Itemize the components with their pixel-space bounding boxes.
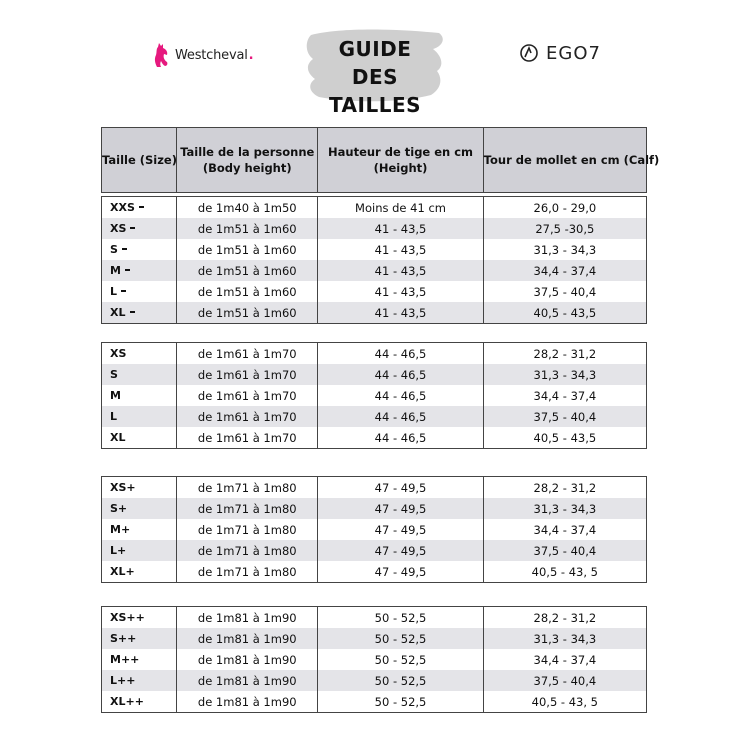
table-row bbox=[102, 197, 647, 219]
calf-cell: 40,5 - 43,5 bbox=[483, 302, 646, 324]
shaft-height-cell: Moins de 41 cm bbox=[318, 197, 483, 219]
calf-cell: 34,4 - 37,4 bbox=[483, 260, 646, 281]
body-height-cell: de 1m61 à 1m70 bbox=[177, 343, 318, 365]
size-cell: L bbox=[102, 406, 177, 427]
shaft-height-cell: 47 - 49,5 bbox=[318, 477, 483, 499]
body-height-cell: de 1m51 à 1m60 bbox=[177, 260, 318, 281]
size-cell: XL bbox=[102, 302, 177, 324]
minus-mark-icon bbox=[121, 290, 126, 292]
calf-cell: 27,5 -30,5 bbox=[483, 218, 646, 239]
size-cell: M bbox=[102, 260, 177, 281]
body-height-cell: de 1m61 à 1m70 bbox=[177, 385, 318, 406]
table-row bbox=[102, 628, 647, 649]
size-cell: L bbox=[102, 281, 177, 302]
size-cell: L+ bbox=[102, 540, 177, 561]
shaft-height-cell: 41 - 43,5 bbox=[318, 260, 483, 281]
shaft-height-cell: 47 - 49,5 bbox=[318, 561, 483, 583]
shaft-height-cell: 41 - 43,5 bbox=[318, 281, 483, 302]
body-height-cell: de 1m51 à 1m60 bbox=[177, 302, 318, 324]
minus-mark-icon bbox=[139, 206, 144, 208]
horse-logo-icon bbox=[150, 41, 174, 69]
body-height-cell: de 1m61 à 1m70 bbox=[177, 427, 318, 449]
body-height-cell: de 1m40 à 1m50 bbox=[177, 197, 318, 219]
table-row bbox=[102, 498, 647, 519]
size-cell: L++ bbox=[102, 670, 177, 691]
calf-cell: 28,2 - 31,2 bbox=[483, 343, 646, 365]
title-line-2: DES TAILLES bbox=[328, 65, 422, 117]
shaft-height-cell: 44 - 46,5 bbox=[318, 343, 483, 365]
body-height-cell: de 1m71 à 1m80 bbox=[177, 498, 318, 519]
calf-cell: 34,4 - 37,4 bbox=[483, 385, 646, 406]
size-group bbox=[101, 476, 647, 583]
body-height-cell: de 1m71 à 1m80 bbox=[177, 561, 318, 583]
body-height-cell: de 1m61 à 1m70 bbox=[177, 406, 318, 427]
body-height-cell: de 1m81 à 1m90 bbox=[177, 691, 318, 713]
table-row bbox=[102, 218, 647, 239]
page-title bbox=[305, 35, 445, 119]
size-group bbox=[101, 342, 647, 449]
body-height-cell: de 1m51 à 1m60 bbox=[177, 218, 318, 239]
calf-cell: 37,5 - 40,4 bbox=[483, 540, 646, 561]
body-height-cell: de 1m81 à 1m90 bbox=[177, 607, 318, 629]
westcheval-dot: . bbox=[248, 47, 254, 63]
table-row bbox=[102, 540, 647, 561]
shaft-height-cell: 50 - 52,5 bbox=[318, 649, 483, 670]
body-height-cell: de 1m51 à 1m60 bbox=[177, 239, 318, 260]
calf-cell: 28,2 - 31,2 bbox=[483, 607, 646, 629]
header-row bbox=[102, 128, 647, 193]
size-group bbox=[101, 606, 647, 713]
calf-cell: 40,5 - 43,5 bbox=[483, 427, 646, 449]
calf-cell: 34,4 - 37,4 bbox=[483, 649, 646, 670]
shaft-height-cell: 50 - 52,5 bbox=[318, 607, 483, 629]
table-row bbox=[102, 343, 647, 365]
calf-cell: 26,0 - 29,0 bbox=[483, 197, 646, 219]
westcheval-name: Westcheval bbox=[175, 47, 248, 63]
size-cell: M bbox=[102, 385, 177, 406]
shaft-height-cell: 47 - 49,5 bbox=[318, 540, 483, 561]
size-cell: XL+ bbox=[102, 561, 177, 583]
size-cell: XS bbox=[102, 218, 177, 239]
table-row bbox=[102, 477, 647, 499]
size-cell: XS bbox=[102, 343, 177, 365]
shaft-height-cell: 50 - 52,5 bbox=[318, 628, 483, 649]
minus-mark-icon bbox=[130, 227, 135, 229]
size-cell: S+ bbox=[102, 498, 177, 519]
table-row bbox=[102, 364, 647, 385]
body-height-cell: de 1m51 à 1m60 bbox=[177, 281, 318, 302]
table-row bbox=[102, 519, 647, 540]
calf-cell: 37,5 - 40,4 bbox=[483, 281, 646, 302]
shaft-height-cell: 41 - 43,5 bbox=[318, 218, 483, 239]
body-height-cell: de 1m61 à 1m70 bbox=[177, 364, 318, 385]
table-row bbox=[102, 670, 647, 691]
size-cell: M+ bbox=[102, 519, 177, 540]
minus-mark-icon bbox=[122, 248, 127, 250]
table-row bbox=[102, 302, 647, 324]
calf-cell: 31,3 - 34,3 bbox=[483, 364, 646, 385]
table-row bbox=[102, 649, 647, 670]
shaft-height-cell: 44 - 46,5 bbox=[318, 406, 483, 427]
size-cell: S bbox=[102, 239, 177, 260]
ego7-name: EGO7 bbox=[546, 42, 601, 64]
size-cell: XL++ bbox=[102, 691, 177, 713]
body-height-cell: de 1m71 à 1m80 bbox=[177, 477, 318, 499]
body-height-cell: de 1m81 à 1m90 bbox=[177, 649, 318, 670]
ego7-logo bbox=[518, 42, 601, 64]
header-size: Taille (Size) bbox=[102, 128, 177, 193]
header-shaft-height: Hauteur de tige en cm (Height) bbox=[318, 128, 483, 193]
body-height-cell: de 1m81 à 1m90 bbox=[177, 670, 318, 691]
size-table-header bbox=[101, 127, 660, 193]
table-row bbox=[102, 385, 647, 406]
table-row bbox=[102, 281, 647, 302]
shaft-height-cell: 44 - 46,5 bbox=[318, 427, 483, 449]
calf-cell: 37,5 - 40,4 bbox=[483, 670, 646, 691]
shaft-height-cell: 50 - 52,5 bbox=[318, 670, 483, 691]
size-cell: XL bbox=[102, 427, 177, 449]
size-cell: XS++ bbox=[102, 607, 177, 629]
shaft-height-cell: 50 - 52,5 bbox=[318, 691, 483, 713]
size-cell: S bbox=[102, 364, 177, 385]
ego7-circle-icon bbox=[518, 42, 540, 64]
body-height-cell: de 1m71 à 1m80 bbox=[177, 540, 318, 561]
size-cell: XS+ bbox=[102, 477, 177, 499]
calf-cell: 40,5 - 43, 5 bbox=[483, 691, 646, 713]
table-row bbox=[102, 607, 647, 629]
size-cell: XXS bbox=[102, 197, 177, 219]
body-height-cell: de 1m71 à 1m80 bbox=[177, 519, 318, 540]
calf-cell: 37,5 - 40,4 bbox=[483, 406, 646, 427]
calf-cell: 31,3 - 34,3 bbox=[483, 498, 646, 519]
minus-mark-icon bbox=[130, 311, 135, 313]
table-row bbox=[102, 239, 647, 260]
table-row bbox=[102, 561, 647, 583]
title-line-1: GUIDE bbox=[338, 37, 412, 61]
table-row bbox=[102, 406, 647, 427]
calf-cell: 31,3 - 34,3 bbox=[483, 628, 646, 649]
table-row bbox=[102, 427, 647, 449]
shaft-height-cell: 47 - 49,5 bbox=[318, 519, 483, 540]
calf-cell: 31,3 - 34,3 bbox=[483, 239, 646, 260]
calf-cell: 34,4 - 37,4 bbox=[483, 519, 646, 540]
body-height-cell: de 1m81 à 1m90 bbox=[177, 628, 318, 649]
calf-cell: 28,2 - 31,2 bbox=[483, 477, 646, 499]
header-body-height: Taille de la personne (Body height) bbox=[177, 128, 318, 193]
header-calf: Tour de mollet en cm (Calf) bbox=[483, 128, 646, 193]
table-row bbox=[102, 691, 647, 713]
shaft-height-cell: 41 - 43,5 bbox=[318, 239, 483, 260]
minus-mark-icon bbox=[125, 269, 130, 271]
size-guide-title-block bbox=[305, 25, 445, 117]
westcheval-logo bbox=[150, 40, 253, 70]
shaft-height-cell: 47 - 49,5 bbox=[318, 498, 483, 519]
shaft-height-cell: 44 - 46,5 bbox=[318, 364, 483, 385]
shaft-height-cell: 44 - 46,5 bbox=[318, 385, 483, 406]
calf-cell: 40,5 - 43, 5 bbox=[483, 561, 646, 583]
size-group bbox=[101, 196, 647, 324]
size-cell: S++ bbox=[102, 628, 177, 649]
table-row bbox=[102, 260, 647, 281]
shaft-height-cell: 41 - 43,5 bbox=[318, 302, 483, 324]
size-cell: M++ bbox=[102, 649, 177, 670]
